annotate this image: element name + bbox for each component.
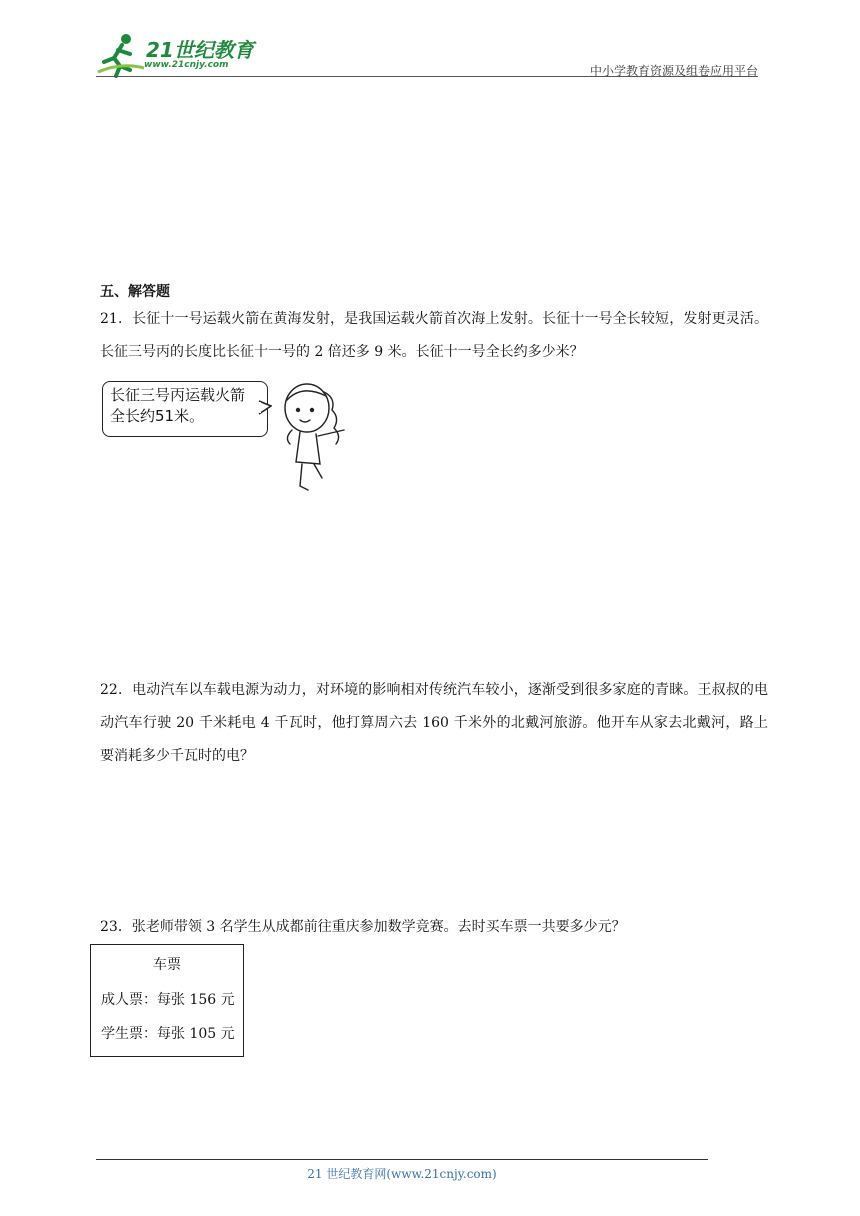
header-divider bbox=[96, 76, 758, 77]
bubble-line-2: 全长约51米。 bbox=[110, 407, 205, 425]
question-22-text: 22．电动汽车以车载电源为动力，对环境的影响相对传统汽车较小，逐渐受到很多家庭的青睐。王叔叔的电动汽车行驶 20 千米耗电 4 千瓦时，他打算周六去 160 千米外的北戴河旅游。他开车从家去北戴河，路上要消耗多少千瓦时的电？ bbox=[100, 682, 768, 764]
question-21-text: 21．长征十一号运载火箭在黄海发射，是我国运载火箭首次海上发射。长征十一号全长较短，发射更灵活。长征三号丙的长度比长征十一号的 2 倍还多 9 米。长征十一号全长约多少米？ bbox=[100, 311, 768, 360]
footer-divider bbox=[96, 1159, 708, 1160]
runner-logo-icon bbox=[96, 32, 146, 78]
section-title: 五、解答题 bbox=[100, 284, 170, 300]
ticket-student-price: 学生票：每张 105 元 bbox=[101, 1026, 235, 1042]
logo-url: www.21cnjy.com bbox=[144, 60, 229, 70]
site-logo bbox=[96, 32, 266, 80]
bubble-text bbox=[110, 385, 270, 427]
logo-text: 21世纪教育 bbox=[146, 38, 254, 62]
platform-label: 中小学教育资源及组卷应用平台 bbox=[589, 64, 758, 78]
question-23-text: 23．张老师带领 3 名学生从成都前往重庆参加数学竞赛。去时买车票一共要多少元？ bbox=[100, 919, 626, 935]
bubble-line-1: 长征三号丙运载火箭 bbox=[110, 386, 246, 404]
footer-link[interactable]: 21 世纪教育网(www.21cnjy.com) bbox=[307, 1167, 497, 1181]
ticket-title: 车票 bbox=[153, 957, 181, 973]
girl-illustration-icon bbox=[262, 378, 362, 496]
ticket-adult-price: 成人票：每张 156 元 bbox=[101, 992, 235, 1008]
